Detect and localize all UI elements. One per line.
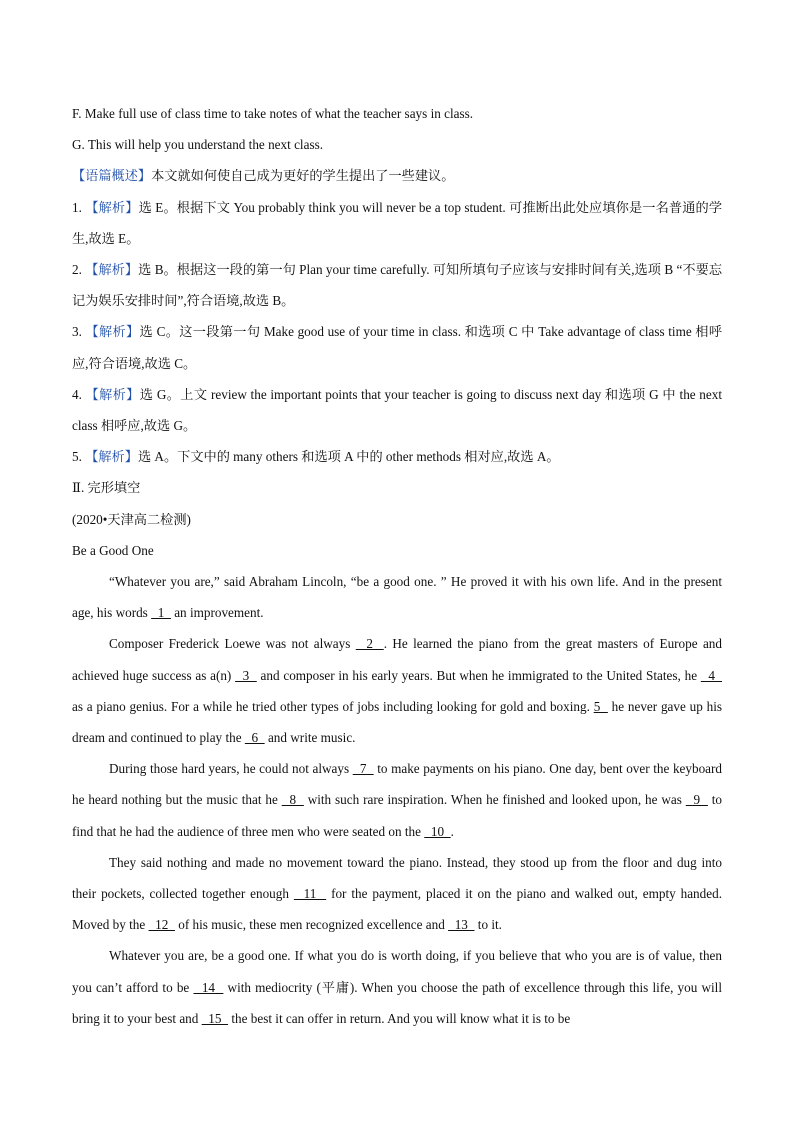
- analysis-text: 选 G。上文 review the important points that your teacher is going to discuss next day 和选项 G 中 the next class 相呼应,故选 G。: [72, 386, 722, 434]
- analysis-text: 选 C。这一段第一句 Make good use of your time in class. 和选项 C 中 Take advantage of class time 相呼应,符合语境,故选 C。: [72, 324, 723, 371]
- analysis-tag: 【解析】: [85, 262, 139, 278]
- cloze-blank-6: 6: [244, 730, 265, 746]
- passage-text: During those hard years, he could not always: [109, 761, 353, 777]
- summary-tag: 【语篇概述】: [72, 168, 152, 184]
- passage-text: They said nothing and made no movement toward the piano. Instead, they stood up from the floor and dug into their pockets, collected together enough: [72, 854, 722, 902]
- analysis-number: 4.: [72, 386, 82, 402]
- passage-text: to make payments on his piano. One day, bent over the keyboard he heard nothing but the music that he: [72, 761, 723, 808]
- analysis-tag: 【解析】: [85, 386, 140, 402]
- section-heading: Ⅱ. 完形填空: [72, 480, 141, 496]
- option-g: G. This will help you understand the next class.: [72, 137, 324, 153]
- summary-text: 本文就如何使自己成为更好的学生提出了一些建议。: [151, 168, 455, 184]
- passage-text: Whatever you are, be a good one. If what you do is worth doing, if you believe that who you are is of value, then you can’t afford to be: [72, 948, 722, 995]
- analysis-tag: 【解析】: [85, 449, 138, 465]
- passage-text: . He learned the piano from the great masters of Europe and achieved huge success as a(n): [72, 636, 722, 683]
- passage-text: he never gave up his dream and continued to play the: [72, 698, 722, 746]
- passage-text: .: [450, 823, 454, 839]
- passage-paragraph-2: [72, 628, 722, 753]
- passage-paragraph-4: [72, 847, 722, 941]
- analysis-item-2: [72, 254, 722, 316]
- passage-text: of his music, these men recognized excellence and: [174, 917, 449, 933]
- cloze-blank-14: 14: [193, 979, 224, 995]
- passage-text: to it.: [474, 917, 502, 933]
- passage-title: Be a Good One: [72, 542, 154, 558]
- cloze-blank-5: 5: [593, 698, 608, 714]
- analysis-text: 选 A。下文中的 many others 和选项 A 中的 other methods 相对应,故选 A。: [137, 449, 560, 465]
- passage-paragraph-3: [72, 753, 722, 847]
- analysis-item-3: [72, 316, 722, 378]
- passage-text: with mediocrity (平庸). When you choose the path of excellence through this life, you will bring it to your best and: [72, 979, 723, 1026]
- passage-text: and composer in his early years. But when he immigrated to the United States, he: [256, 667, 701, 683]
- analysis-tag: 【解析】: [85, 324, 140, 340]
- cloze-blank-11: 11: [293, 886, 327, 902]
- section-source: (2020•天津高二检测): [72, 511, 191, 527]
- cloze-blank-2: 2: [355, 636, 384, 652]
- passage-text: with such rare inspiration. When he finished and looked upon, he was: [303, 792, 686, 808]
- cloze-blank-13: 13: [448, 917, 475, 933]
- passage-text: to find that he had the audience of three men who were seated on the: [72, 792, 723, 839]
- option-f: F. Make full use of class time to take notes of what the teacher says in class.: [72, 106, 474, 121]
- analysis-item-4: [72, 379, 722, 441]
- passage-text: Composer Frederick Loewe was not always: [109, 636, 356, 652]
- passage-text: and write music.: [264, 730, 356, 746]
- passage-paragraph-1: [72, 566, 722, 628]
- analysis-number: 2.: [72, 262, 82, 278]
- analysis-text: 选 B。根据这一段的第一句 Plan your time carefully. 可知所填句子应该与安排时间有关,选项 B “不要忘记为娱乐安排时间”,符合语境,故选 B。: [72, 262, 723, 309]
- analysis-text: 选 E。根据下文 You probably think you will never be a top student. 可推断出此处应填你是一名普通的学生,故选 E。: [72, 199, 723, 246]
- passage-text: for the payment, placed it on the piano and walked out, empty handed. Moved by the: [72, 886, 722, 933]
- cloze-blank-9: 9: [685, 792, 708, 808]
- cloze-blank-10: 10: [424, 823, 451, 839]
- summary-paragraph: [72, 160, 722, 191]
- analysis-number: 3.: [72, 324, 82, 340]
- passage-text: the best it can offer in return. And you will know what it is to be: [228, 1010, 571, 1026]
- cloze-blank-1: 1: [151, 605, 171, 621]
- cloze-blank-15: 15: [201, 1010, 229, 1026]
- passage-paragraph-5: [72, 940, 722, 1034]
- document-content: [72, 98, 722, 1034]
- cloze-blank-3: 3: [235, 667, 257, 683]
- analysis-tag: 【解析】: [85, 199, 139, 215]
- cloze-blank-8: 8: [281, 792, 304, 808]
- analysis-item-1: [72, 192, 722, 254]
- analysis-number: 1.: [72, 199, 82, 215]
- cloze-blank-12: 12: [148, 917, 175, 933]
- cloze-blank-4: 4: [700, 667, 723, 683]
- analysis-item-5: [72, 441, 722, 472]
- passage-text: an improvement.: [170, 605, 264, 621]
- passage-text: as a piano genius. For a while he tried other types of jobs including looking for gold and boxing.: [72, 698, 594, 714]
- cloze-blank-7: 7: [352, 761, 374, 777]
- passage-text: “Whatever you are,” said Abraham Lincoln, “be a good one. ” He proved it with his own life. And in the present age, his words: [72, 574, 722, 621]
- analysis-number: 5.: [72, 449, 82, 465]
